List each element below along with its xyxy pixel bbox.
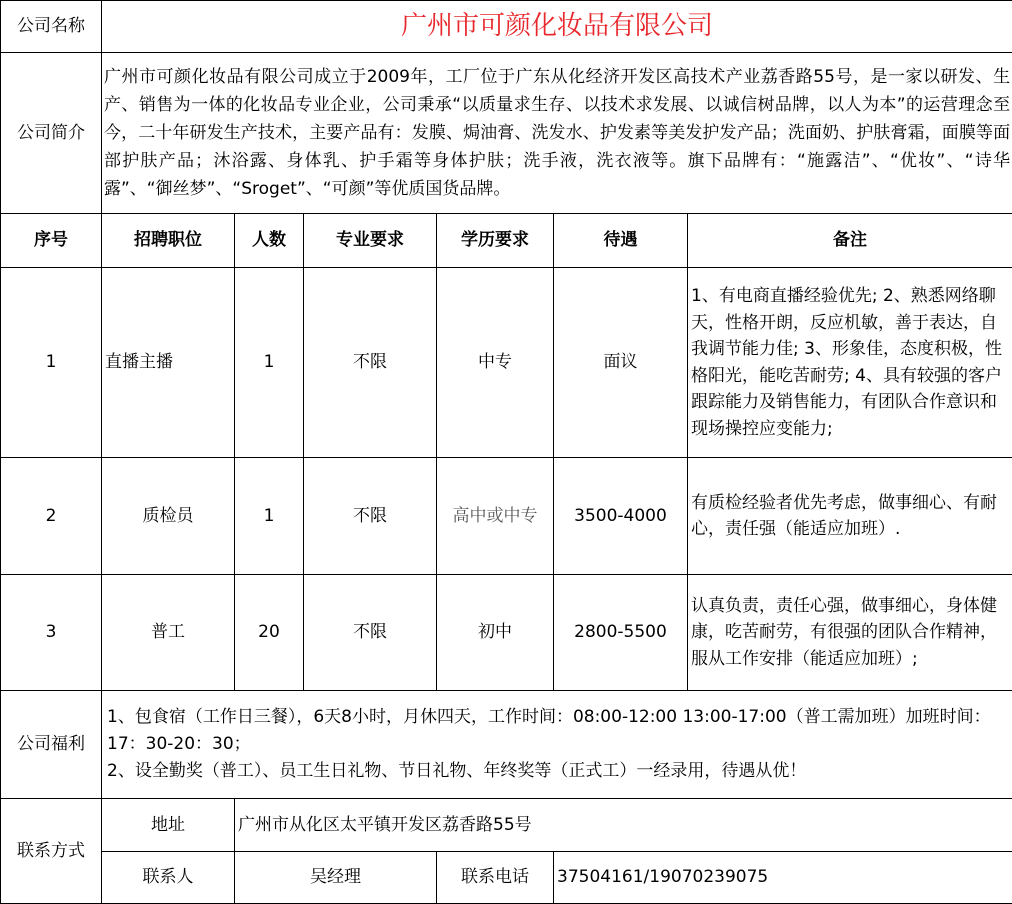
job-major: 不限 — [304, 458, 437, 575]
job-count: 1 — [235, 268, 304, 458]
company-intro-row — [1, 53, 1012, 214]
job-count: 1 — [235, 458, 304, 575]
company-name-row — [1, 1, 1012, 53]
job-position: 质检员 — [102, 458, 235, 575]
header-education: 学历要求 — [437, 214, 554, 268]
welfare-label: 公司福利 — [1, 691, 102, 799]
job-education: 高中或中专 — [437, 458, 554, 575]
job-salary: 2800-5500 — [554, 575, 688, 691]
job-count: 20 — [235, 575, 304, 691]
header-notes: 备注 — [688, 214, 1012, 268]
welfare-line-1: 1、包食宿（工作日三餐），6天8小时，月休四天，工作时间：08:00-12:00 13:00-17:00（普工需加班）加班时间：17：30-20：30； — [107, 707, 991, 754]
job-major: 不限 — [304, 575, 437, 691]
company-intro: 广州市可颜化妆品有限公司成立于2009年，工厂位于广东从化经济开发区高技术产业荔香路55号，是一家以研发、生产、销售为一体的化妆品专业企业，公司秉承“以质量求生存、以技术求发展、以诚信树品牌，以人为本”的运营理念至今，二十年研发生产技术，主要产品有：发膜、焗油膏、洗发水、护发素等美发护发产品；洗面奶、护肤膏霜，面膜等面部护肤产品；沐浴露、身体乳、护手霜等身体护肤；洗手液，洗衣液等。旗下品牌有：“施露洁”、“优妆”、“诗华露”、“御丝梦”、“Sroget”、“可颜”等优质国货品牌。 — [102, 53, 1012, 214]
header-count: 人数 — [235, 214, 304, 268]
phone-value: 37504161/19070239075 — [554, 852, 1012, 904]
job-notes: 1、有电商直播经验优先; 2、熟悉网络聊天，性格开朗，反应机敏，善于表达，自我调节能力佳; 3、形象佳，态度积极，性格阳光，能吃苦耐劳; 4、具有较强的客户跟踪能力及销售能力，有团队合作意识和现场操控应变能力; — [688, 268, 1012, 458]
welfare-content — [102, 691, 1012, 799]
table-row — [1, 268, 1012, 458]
header-major: 专业要求 — [304, 214, 437, 268]
job-position: 直播主播 — [102, 268, 235, 458]
job-notes: 认真负责，责任心强，做事细心，身体健康，吃苦耐劳，有很强的团队合作精神，服从工作安排（能适应加班）; — [688, 575, 1012, 691]
address-value: 广州市从化区太平镇开发区荔香路55号 — [235, 799, 1012, 852]
job-education: 初中 — [437, 575, 554, 691]
job-education: 中专 — [437, 268, 554, 458]
welfare-line-2: 2、设全勤奖（普工）、员工生日礼物、节日礼物、年终奖等（正式工）一经录用，待遇从优！ — [107, 761, 807, 781]
job-no: 2 — [1, 458, 102, 575]
company-name: 广州市可颜化妆品有限公司 — [102, 1, 1012, 53]
job-salary: 3500-4000 — [554, 458, 688, 575]
contact-address-row — [1, 799, 1012, 852]
job-no: 3 — [1, 575, 102, 691]
job-notes: 有质检经验者优先考虑，做事细心、有耐心，责任强（能适应加班）. — [688, 458, 1012, 575]
company-name-label: 公司名称 — [1, 1, 102, 53]
table-row — [1, 575, 1012, 691]
header-position: 招聘职位 — [102, 214, 235, 268]
company-intro-label: 公司简介 — [1, 53, 102, 214]
header-salary: 待遇 — [554, 214, 688, 268]
job-position: 普工 — [102, 575, 235, 691]
job-salary: 面议 — [554, 268, 688, 458]
header-no: 序号 — [1, 214, 102, 268]
job-no: 1 — [1, 268, 102, 458]
phone-label: 联系电话 — [437, 852, 554, 904]
job-major: 不限 — [304, 268, 437, 458]
contact-label: 联系方式 — [1, 799, 102, 904]
contact-person-label: 联系人 — [102, 852, 235, 904]
contact-person-value: 吴经理 — [235, 852, 437, 904]
table-row — [1, 458, 1012, 575]
table-header-row — [1, 214, 1012, 268]
address-label: 地址 — [102, 799, 235, 852]
welfare-row — [1, 691, 1012, 799]
contact-person-row — [1, 852, 1012, 904]
